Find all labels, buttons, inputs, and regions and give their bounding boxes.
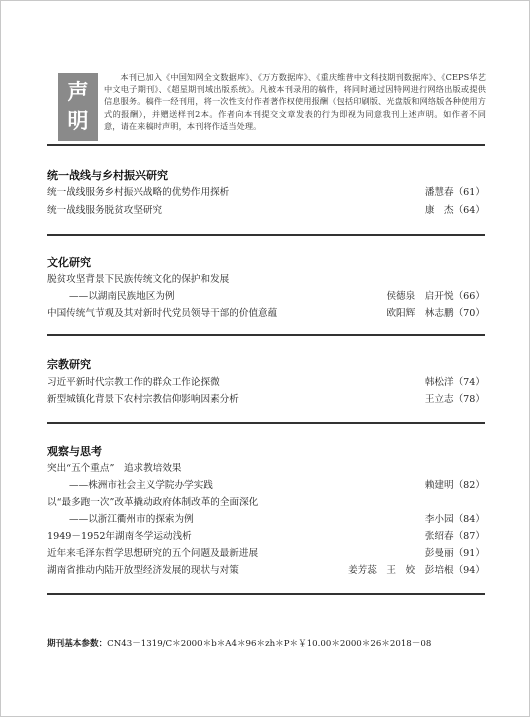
- toc-entry[interactable]: [47, 513, 485, 527]
- toc-entry-title: 湖南省推动内陆开放型经济发展的现状与对策: [47, 565, 239, 576]
- toc-entry-author: 欧阳辉 林志鹏（70）: [386, 308, 485, 319]
- toc-entry[interactable]: [47, 393, 485, 407]
- divider: [47, 334, 485, 336]
- section-title-united-front: 统一战线与乡村振兴研究: [47, 169, 168, 182]
- divider: [47, 234, 485, 236]
- divider: [47, 422, 485, 424]
- toc-entry[interactable]: [47, 307, 485, 321]
- toc-entry[interactable]: [47, 496, 485, 510]
- toc-entry-title: 1949－1952年湖南冬学运动浅析: [47, 531, 192, 542]
- journal-parameters: [47, 637, 487, 649]
- toc-entry[interactable]: [47, 564, 485, 578]
- section-title-culture: 文化研究: [47, 256, 91, 269]
- divider: [47, 593, 485, 595]
- toc-entry-title: 统一战线服务脱贫攻坚研究: [47, 205, 163, 216]
- copyright-notice: [58, 71, 486, 141]
- toc-entry-author: 张绍春（87）: [424, 531, 485, 542]
- toc-entry-title: 突出“五个重点” 追求教培效果: [47, 463, 182, 474]
- toc-entry-author: 侯德泉 启开悦（66）: [386, 291, 485, 302]
- toc-entry[interactable]: [47, 204, 485, 218]
- toc-entry-author: 李小园（84）: [424, 514, 485, 525]
- journal-parameters-label: 期刊基本参数：: [47, 639, 108, 649]
- toc-entry-author: 姜芳蕊 王 姣 彭培根（94）: [348, 565, 485, 576]
- toc-entry[interactable]: [47, 547, 485, 561]
- toc-entry-author: 王立志（78）: [424, 394, 485, 405]
- toc-entry-title: 中国传统气节观及其对新时代党员领导干部的价值意蕴: [47, 308, 278, 319]
- toc-entry-title: 脱贫攻坚背景下民族传统文化的保护和发展: [47, 274, 230, 285]
- toc-entry[interactable]: [47, 376, 485, 390]
- toc-entry-subtitle: ——以湖南民族地区为例: [69, 291, 175, 302]
- toc-entry-title: 统一战线服务乡村振兴战略的优势作用探析: [47, 187, 230, 198]
- section-title-religion: 宗教研究: [47, 358, 91, 371]
- toc-entry[interactable]: [47, 290, 485, 304]
- toc-entry-author: 韩松洋（74）: [424, 377, 485, 388]
- toc-entry-author: 赖建明（82）: [424, 480, 485, 491]
- toc-entry-author: 潘慧春（61）: [424, 187, 485, 198]
- toc-entry-title: 近年来毛泽东哲学思想研究的五个问题及最新进展: [47, 548, 259, 559]
- notice-tag: [58, 73, 98, 141]
- notice-tag-line-2: 明: [67, 109, 89, 133]
- toc-entry-subtitle: ——株洲市社会主义学院办学实践: [69, 480, 213, 491]
- toc-entry[interactable]: [47, 479, 485, 493]
- toc-entry-title: 习近平新时代宗教工作的群众工作论探微: [47, 377, 220, 388]
- toc-entry-author: 康 杰（64）: [424, 205, 485, 216]
- toc-entry[interactable]: [47, 273, 485, 287]
- notice-text: 本刊已加入《中国知网全文数据库》、《万方数据库》、《重庆维普中文科技期刊数据库》、《CEPS华艺中文电子期刊》、《超星期刊域出版系统》。凡被本刊录用的稿件，将同时通过因特网进行网络出版或提供信息服务。稿件一经刊用，将一次性支付作者著作权使用报酬（包括印刷版、光盘版和网络版各种使用方式的报酬），并赠送样刊2本。作者向本刊提交文章发表的行为即视为同意我刊上述声明。如作者不同意，请在来稿时声明，本刊将作适当处理。: [104, 72, 486, 131]
- toc-entry-subtitle: ——以浙江衢州市的探索为例: [69, 514, 194, 525]
- section-title-observation: 观察与思考: [47, 445, 102, 458]
- toc-entry-title: 以“最多跑一次”改革撬动政府体制改革的全面深化: [47, 497, 259, 508]
- toc-entry[interactable]: [47, 530, 485, 544]
- toc-entry-author: 彭曼丽（91）: [424, 548, 485, 559]
- toc-entry[interactable]: [47, 186, 485, 200]
- toc-entry[interactable]: [47, 462, 485, 476]
- divider: [47, 144, 485, 146]
- toc-entry-title: 新型城镇化背景下农村宗教信仰影响因素分析: [47, 394, 239, 405]
- journal-parameters-value: CN43－1319/C＊2000＊b＊A4＊96＊zh＊P＊￥10.00＊2000＊26＊2018－08: [107, 639, 432, 649]
- notice-tag-line-1: 声: [67, 80, 89, 104]
